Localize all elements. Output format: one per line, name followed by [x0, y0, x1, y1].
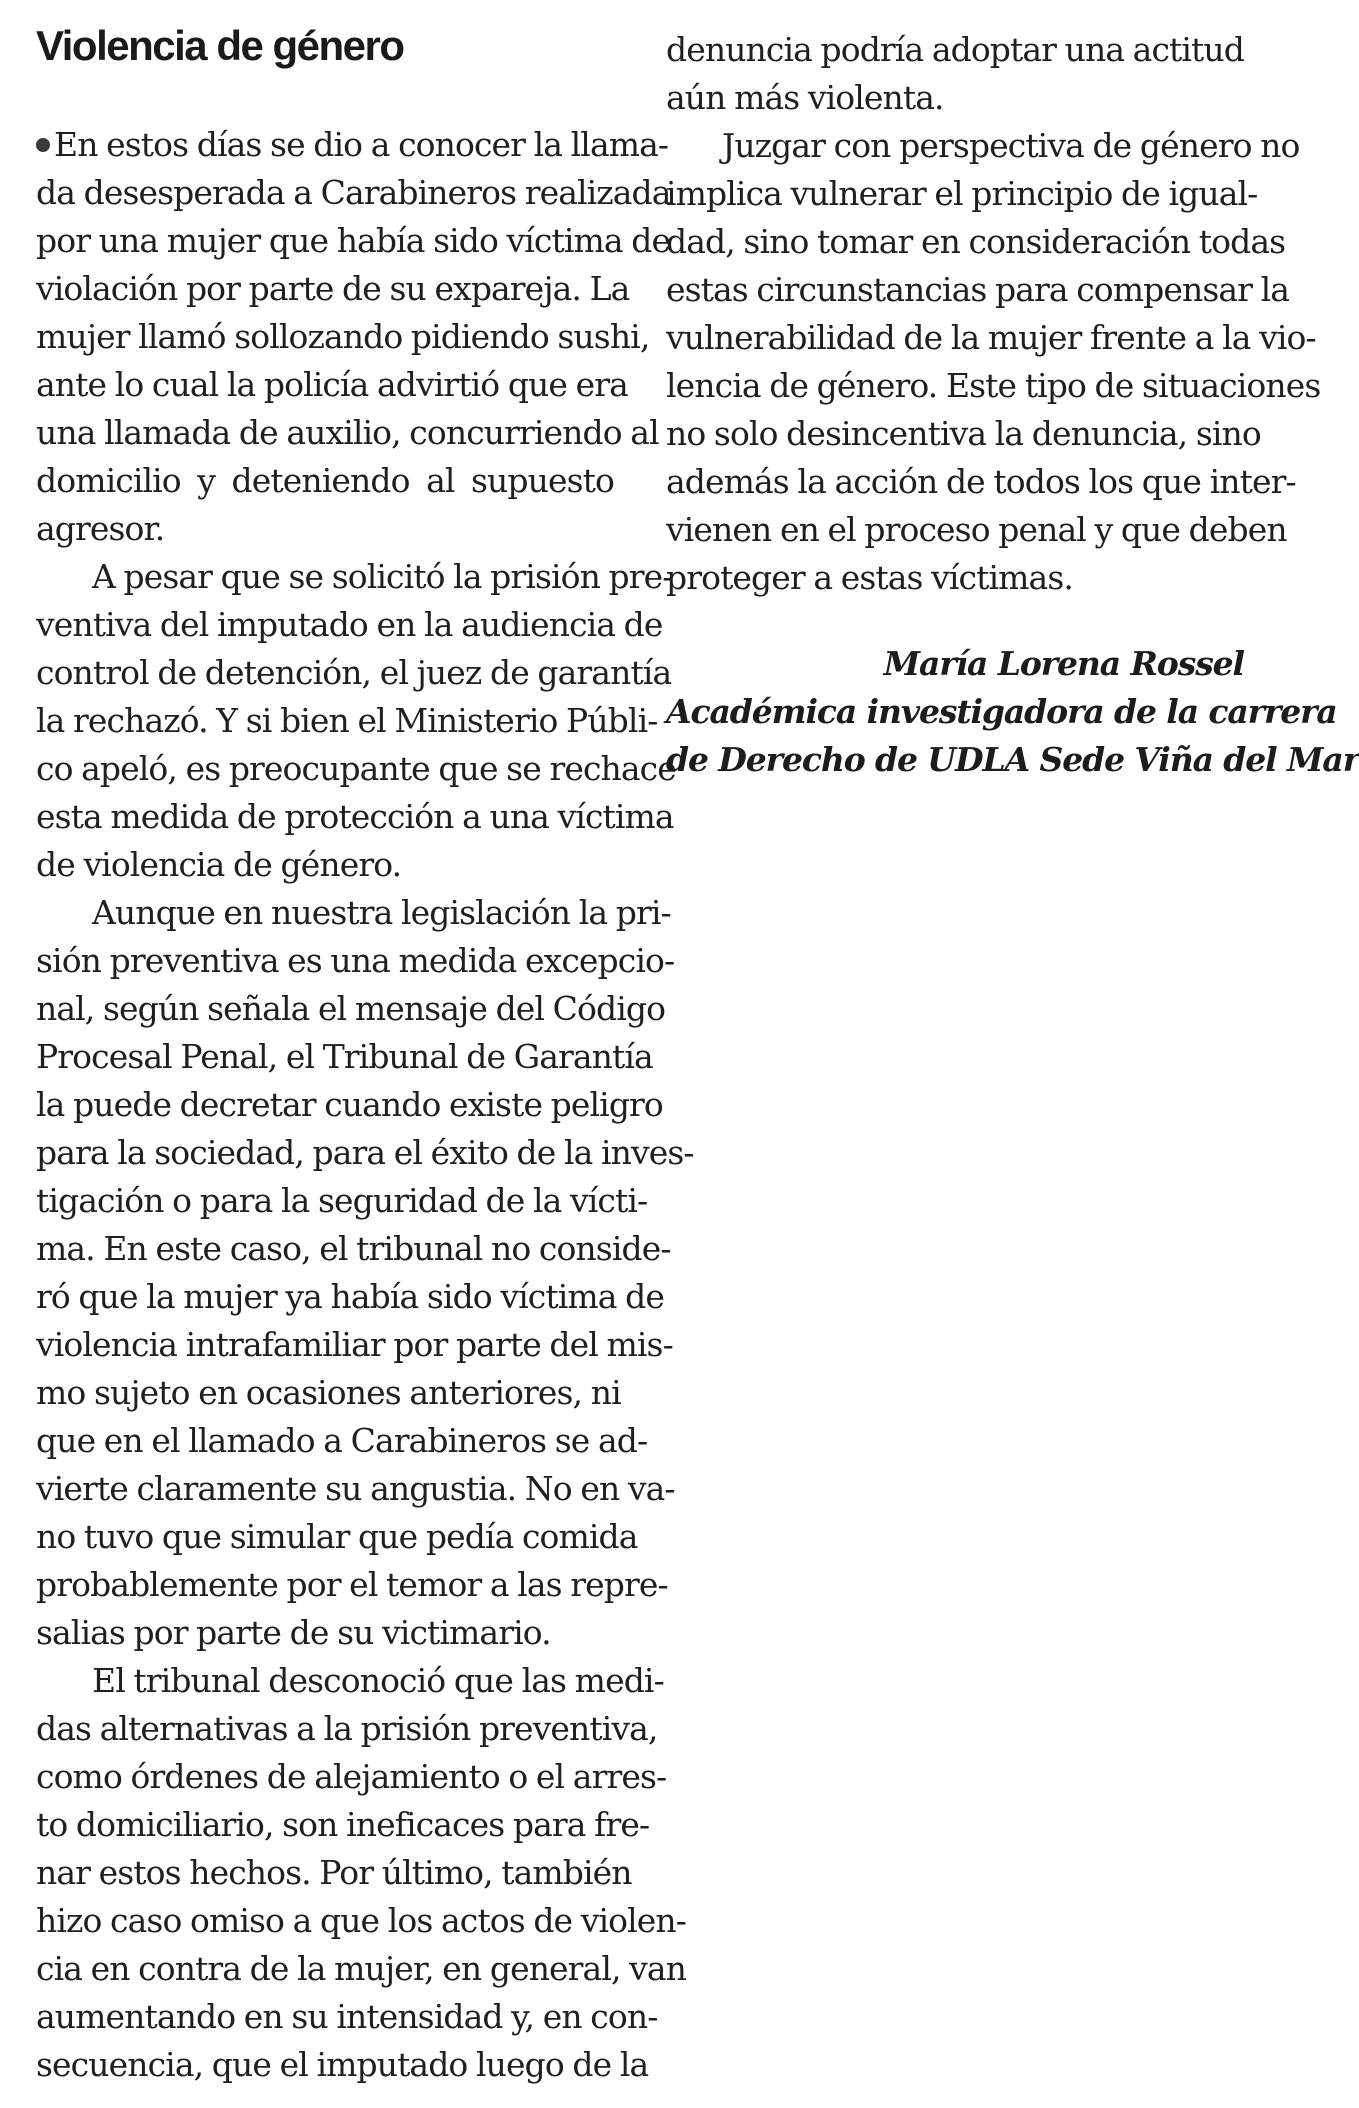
- paragraph-line: aumentando en su intensidad y, en con-: [36, 1997, 658, 2036]
- paragraph-line: ma. En este caso, el tribunal no conside-: [36, 1229, 671, 1268]
- paragraph-line: ró que la mujer ya había sido víctima de: [36, 1277, 664, 1316]
- paragraph-line: proteger a estas víctimas.: [666, 558, 1073, 597]
- paragraph-line: una llamada de auxilio, concurriendo al: [36, 413, 659, 452]
- paragraph-line: salias por parte de su victimario.: [36, 1613, 551, 1652]
- author-role-line-1: Académica investigadora de la carrera: [666, 692, 1337, 731]
- author-name: María Lorena Rossel: [883, 644, 1244, 683]
- paragraph-line: da desesperada a Carabineros realizada: [36, 173, 671, 212]
- paragraph-line: que en el llamado a Carabineros se ad-: [36, 1421, 648, 1460]
- paragraph-line: violencia intrafamiliar por parte del mis-: [36, 1325, 673, 1364]
- paragraph-line: no solo desincentiva la denuncia, sino: [666, 414, 1261, 453]
- paragraph-line: denuncia podría adoptar una actitud: [666, 30, 1244, 69]
- paragraph-line: co apeló, es preocupante que se rechace: [36, 749, 676, 788]
- paragraph-line: secuencia, que el imputado luego de la: [36, 2045, 649, 2084]
- left-column: [36, 121, 694, 2089]
- paragraph-line: A pesar que se solicitó la prisión pre-: [92, 557, 673, 596]
- paragraph-line: das alternativas a la prisión preventiva,: [36, 1709, 658, 1748]
- paragraph-line: nal, según señala el mensaje del Código: [36, 989, 666, 1028]
- paragraph-line: de violencia de género.: [36, 845, 402, 884]
- paragraph-line: Juzgar con perspectiva de género no: [722, 126, 1300, 165]
- paragraph-line: control de detención, el juez de garantía: [36, 653, 672, 692]
- paragraph-line: sión preventiva es una medida excepcio-: [36, 941, 675, 980]
- bullet-icon: [36, 138, 50, 152]
- paragraph-line: Procesal Penal, el Tribunal de Garantía: [36, 1037, 653, 1076]
- paragraph-line: vulnerabilidad de la mujer frente a la vio-: [666, 318, 1316, 357]
- paragraph-line: además la acción de todos los que inter-: [666, 462, 1296, 501]
- paragraph-line: aún más violenta.: [666, 78, 944, 117]
- paragraph-line: la rechazó. Y si bien el Ministerio Públi-: [36, 701, 658, 740]
- right-column: [666, 26, 1359, 784]
- paragraph-line: domicilio y deteniendo al supuesto: [36, 461, 614, 500]
- paragraph-line: tigación o para la seguridad de la vícti-: [36, 1181, 648, 1220]
- paragraph-line: esta medida de protección a una víctima: [36, 797, 674, 836]
- paragraph-line: implica vulnerar el principio de igual-: [666, 174, 1258, 213]
- paragraph-line: como órdenes de alejamiento o el arres-: [36, 1757, 667, 1796]
- paragraph-line: agresor.: [36, 509, 165, 548]
- paragraph-line: estas circunstancias para compensar la: [666, 270, 1290, 309]
- author-role-line-2: de Derecho de UDLA Sede Viña del Mar: [666, 740, 1359, 779]
- author-signature: [666, 640, 1359, 784]
- paragraph-line: la puede decretar cuando existe peligro: [36, 1085, 663, 1124]
- paragraph-line: Aunque en nuestra legislación la pri-: [92, 893, 671, 932]
- paragraph-line: para la sociedad, para el éxito de la inves-: [36, 1133, 694, 1172]
- paragraph-line: nar estos hechos. Por último, también: [36, 1853, 632, 1892]
- paragraph-line: lencia de género. Este tipo de situaciones: [666, 366, 1321, 405]
- paragraph-line: vierte claramente su angustia. No en va-: [36, 1469, 675, 1508]
- paragraph-line: mujer llamó sollozando pidiendo sushi,: [36, 317, 650, 356]
- paragraph-line: El tribunal desconoció que las medi-: [92, 1661, 664, 1700]
- article-title: Violencia de género: [36, 22, 404, 69]
- paragraph-line: hizo caso omiso a que los actos de violen-: [36, 1901, 687, 1940]
- paragraph-line: violación por parte de su expareja. La: [36, 269, 630, 308]
- paragraph-line: no tuvo que simular que pedía comida: [36, 1517, 638, 1556]
- paragraph-line: En estos días se dio a conocer la llama-: [36, 121, 614, 169]
- paragraph-line: por una mujer que había sido víctima de: [36, 221, 671, 260]
- paragraph-line: cia en contra de la mujer, en general, van: [36, 1949, 687, 1988]
- paragraph-line: ante lo cual la policía advirtió que era: [36, 365, 628, 404]
- paragraph-line: ventiva del imputado en la audiencia de: [36, 605, 663, 644]
- paragraph-line: probablemente por el temor a las repre-: [36, 1565, 668, 1604]
- paragraph-line: mo sujeto en ocasiones anteriores, ni: [36, 1373, 621, 1412]
- paragraph-line: dad, sino tomar en consideración todas: [666, 222, 1286, 261]
- paragraph-line: vienen en el proceso penal y que deben: [666, 510, 1287, 549]
- paragraph-line: to domiciliario, son ineficaces para fre-: [36, 1805, 650, 1844]
